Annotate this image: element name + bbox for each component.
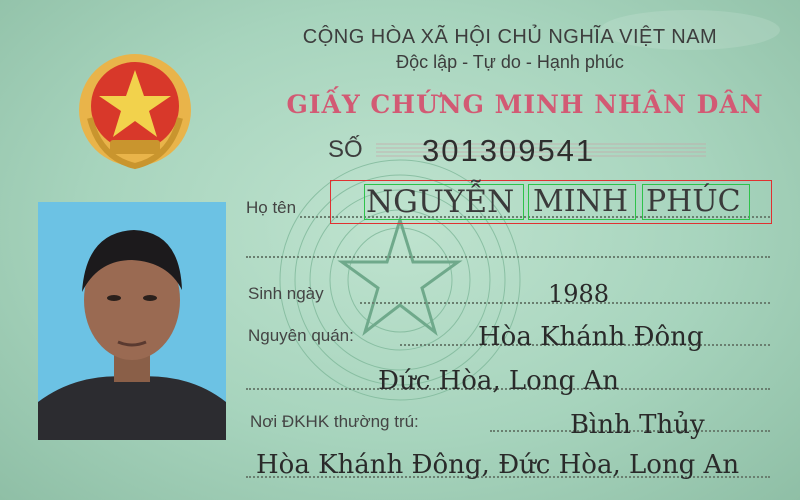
name-part-middle: MINH — [533, 184, 628, 219]
portrait-photo — [38, 202, 226, 440]
motto: Độc lập - Tự do - Hạnh phúc — [396, 52, 624, 72]
origin-line2: Đức Hòa, Long An — [378, 366, 620, 396]
national-emblem-icon — [70, 48, 200, 178]
origin-label: Nguyên quán: — [248, 326, 354, 345]
name-label: Họ tên — [246, 198, 297, 217]
name-part-given: PHÚC — [646, 184, 741, 219]
name-dotted-line-2 — [246, 256, 770, 258]
origin-line1: Hòa Khánh Đông — [478, 322, 704, 352]
document-title: GIẤY CHỨNG MINH NHÂN DÂN — [286, 90, 764, 119]
name-part-surname: NGUYỄN — [366, 184, 515, 220]
guilloche-star-icon — [342, 220, 458, 332]
birth-label: Sinh ngày — [248, 284, 324, 303]
residence-line2: Hòa Khánh Đông, Đức Hòa, Long An — [256, 450, 740, 480]
id-number: 301309541 — [422, 133, 596, 168]
birth-value: 1988 — [548, 280, 610, 308]
country-header: CỘNG HÒA XÃ HỘI CHỦ NGHĨA VIỆT NAM — [302, 26, 718, 48]
id-number-label: SỐ — [328, 136, 363, 163]
residence-label: Nơi ĐKHK thường trú: — [250, 412, 419, 431]
residence-line1: Bình Thủy — [570, 410, 705, 440]
